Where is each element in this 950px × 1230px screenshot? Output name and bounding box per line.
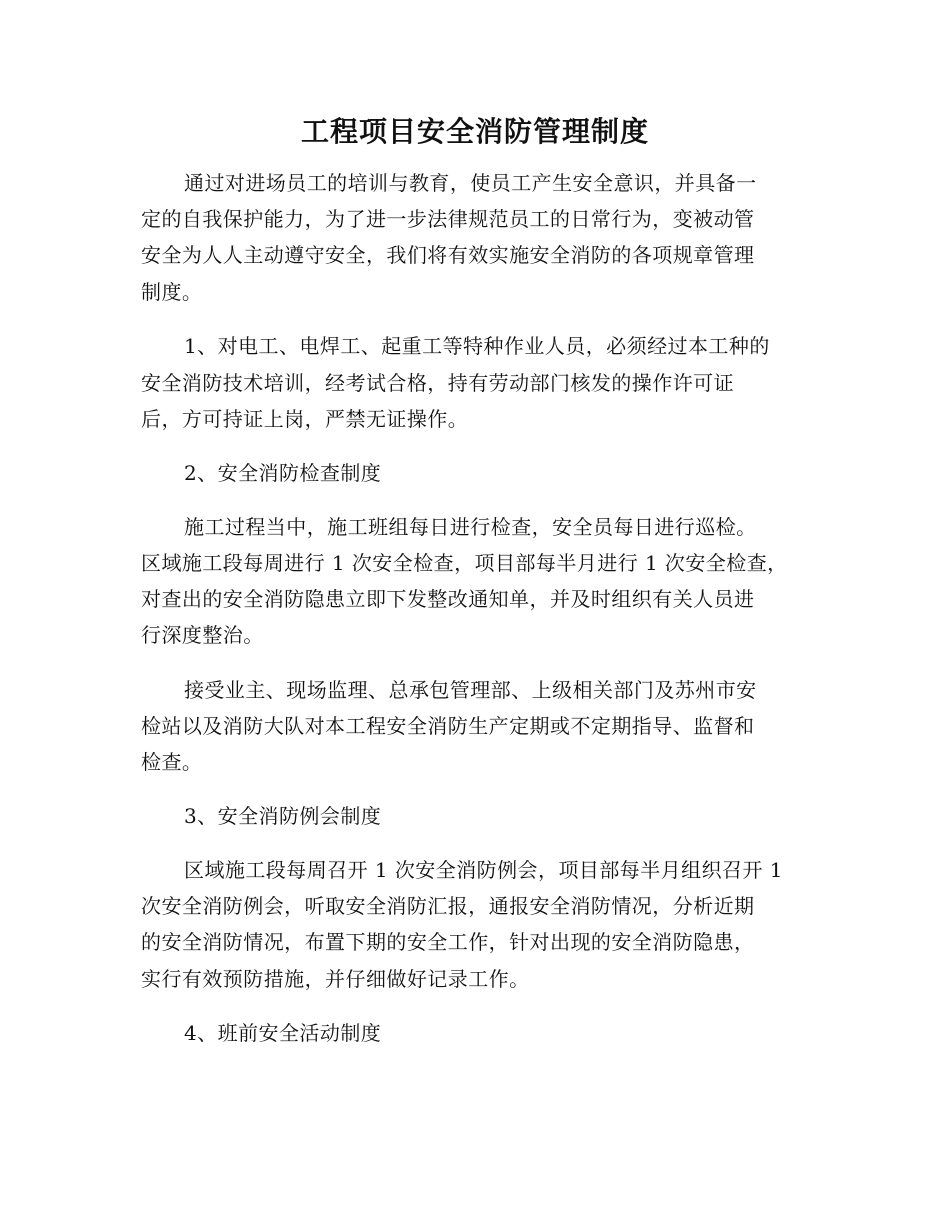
meeting-paragraph-line-1: 区域施工段每周召开 1 次安全消防例会，项目部每半月组织召开 1 [184, 858, 783, 882]
meeting-paragraph-line-2: 次安全消防例会，听取安全消防汇报，通报安全消防情况，分析近期 [141, 894, 755, 918]
inspection-paragraph-line-4: 行深度整治。 [141, 623, 264, 647]
section-2-heading: 2、安全消防检查制度 [184, 461, 382, 485]
meeting-paragraph-line-3: 的安全消防情况，布置下期的安全工作，针对出现的安全消防隐患， [141, 930, 755, 954]
section-4-heading: 4、班前安全活动制度 [184, 1021, 382, 1045]
paragraph-intro-line-3: 安全为人人主动遵守安全，我们将有效实施安全消防的各项规章管理 [141, 243, 755, 267]
supervision-paragraph-line-1: 接受业主、现场监理、总承包管理部、上级相关部门及苏州市安 [184, 678, 757, 702]
document-title: 工程项目安全消防管理制度 [300, 115, 649, 148]
inspection-paragraph-line-1: 施工过程当中，施工班组每日进行检查，安全员每日进行巡检。 [184, 515, 757, 539]
section-1-line-1: 1、对电工、电焊工、起重工等特种作业人员，必须经过本工种的 [184, 334, 770, 358]
section-1-line-3: 后，方可持证上岗，严禁无证操作。 [141, 407, 469, 431]
paragraph-intro-line-1: 通过对进场员工的培训与教育，使员工产生安全意识，并具备一 [184, 171, 757, 195]
meeting-paragraph-line-4: 实行有效预防措施，并仔细做好记录工作。 [141, 967, 530, 991]
inspection-paragraph-line-3: 对查出的安全消防隐患立即下发整改通知单，并及时组织有关人员进 [141, 587, 755, 611]
supervision-paragraph-line-2: 检站以及消防大队对本工程安全消防生产定期或不定期指导、监督和 [141, 714, 755, 738]
supervision-paragraph-line-3: 检查。 [141, 750, 203, 774]
section-1-line-2: 安全消防技术培训，经考试合格，持有劳动部门核发的操作许可证 [141, 371, 735, 395]
paragraph-intro-line-2: 定的自我保护能力，为了进一步法律规范员工的日常行为，变被动管 [141, 207, 755, 231]
paragraph-intro-line-4: 制度。 [141, 280, 203, 304]
inspection-paragraph-line-2: 区域施工段每周进行 1 次安全检查，项目部每半月进行 1 次安全检查， [141, 551, 788, 575]
section-3-heading: 3、安全消防例会制度 [184, 804, 382, 828]
